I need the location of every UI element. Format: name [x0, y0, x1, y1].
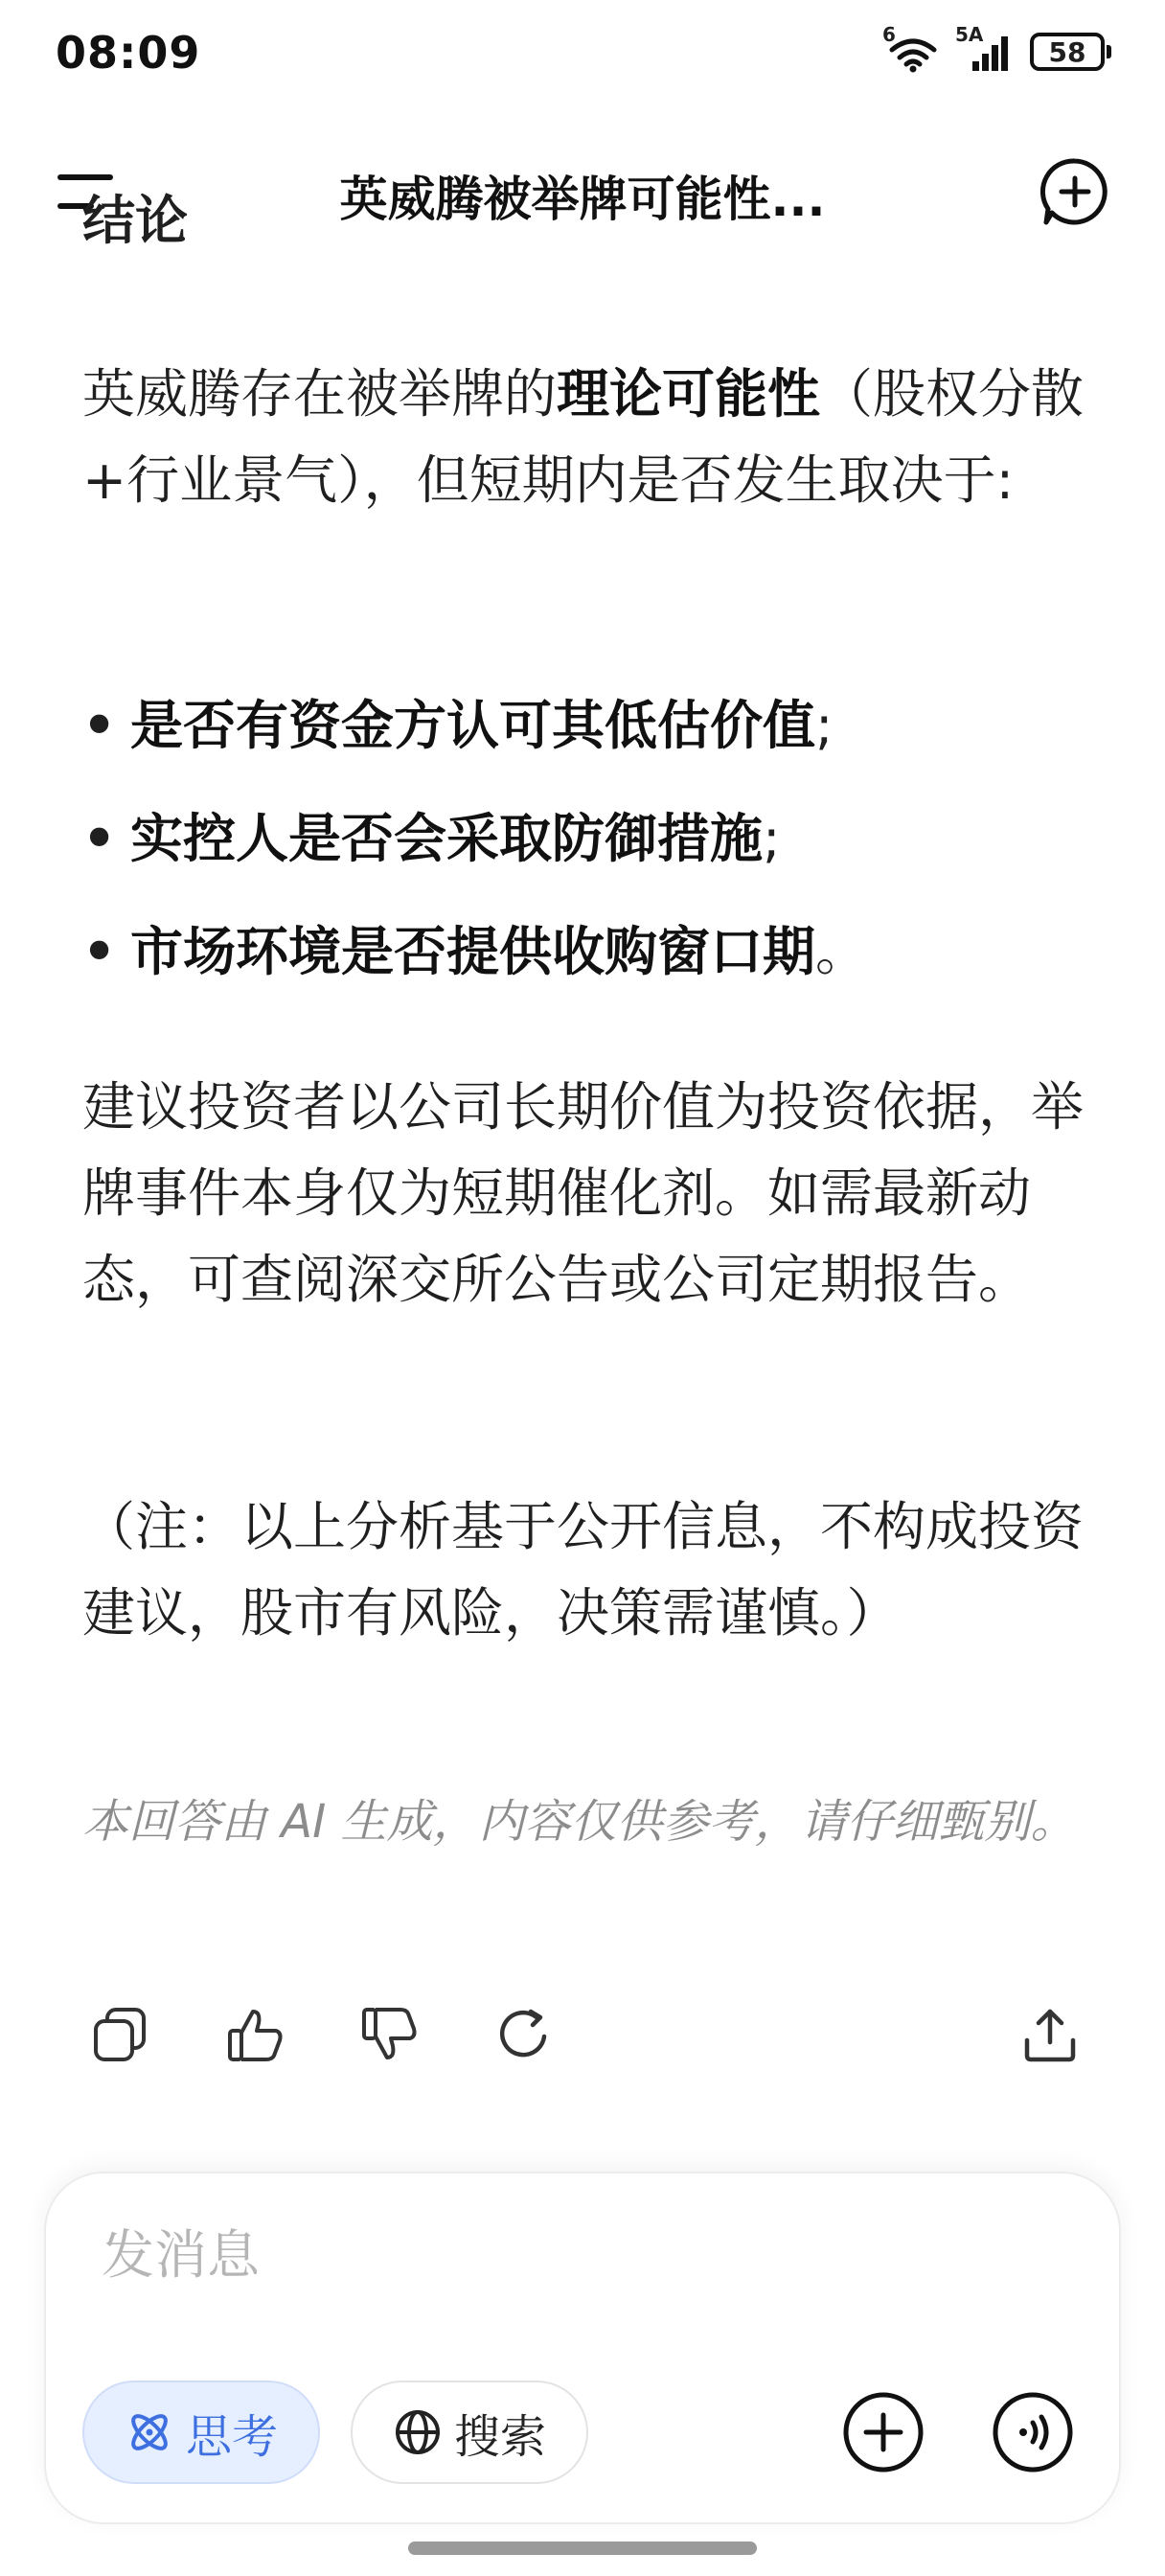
regenerate-icon[interactable]	[485, 1993, 561, 2076]
message-composer	[44, 2172, 1121, 2524]
bullet-tail: 。	[815, 921, 869, 982]
bullet-bold: 市场环境是否提供收购窗口期	[130, 921, 816, 982]
status-icons	[882, 23, 1111, 73]
ai-disclaimer: 本回答由 AI 生成，内容仅供参考，请仔细甄别。	[82, 1795, 1077, 1849]
bullet-tail: ;	[815, 695, 834, 756]
think-label: 思考	[185, 2409, 278, 2464]
new-chat-icon[interactable]	[1039, 155, 1111, 228]
copy-icon[interactable]	[82, 1993, 159, 2076]
bullet-list	[82, 682, 1088, 1022]
thumbs-down-icon[interactable]	[351, 1993, 427, 2076]
home-indicator[interactable]	[408, 2542, 757, 2555]
summary-bold: 理论可能性	[557, 363, 821, 425]
think-toggle[interactable]	[82, 2380, 320, 2484]
paragraph-note: （注：以上分析基于公开信息，不构成投资建议，股市有风险，决策需谨慎。）	[82, 1496, 1085, 1644]
atom-icon	[125, 2407, 174, 2457]
globe-icon	[393, 2407, 443, 2457]
add-attachment-icon[interactable]	[841, 2390, 925, 2474]
conversation-title[interactable]: 英威腾被举牌可能性...	[339, 172, 826, 227]
bullet-tail: ;	[763, 808, 781, 869]
list-item	[82, 682, 1088, 795]
message-actions	[0, 1993, 1165, 2080]
network-label: 5A	[955, 23, 984, 46]
paragraph-summary	[82, 351, 1088, 523]
share-icon[interactable]	[1012, 1993, 1088, 2076]
paragraph-advice: 建议投资者以公司长期价值为投资依据，举牌事件本身仅为短期催化剂。如需最新动态，可查阅深交所公告或公司定期报告。	[82, 1076, 1085, 1310]
voice-input-icon[interactable]	[991, 2390, 1075, 2474]
list-item	[82, 795, 1088, 908]
partial-heading	[82, 190, 370, 264]
battery-tip	[1107, 45, 1111, 58]
battery-level: 58	[1030, 33, 1105, 71]
thumbs-up-icon[interactable]	[217, 1993, 293, 2076]
search-label: 搜索	[453, 2409, 546, 2464]
summary-text-2: （股权分散+行业景气），但短期内是否发生取决于:	[82, 363, 1085, 511]
cellular-signal-icon	[955, 23, 1017, 73]
summary-text-1: 英威腾存在被举牌的	[82, 363, 558, 425]
search-toggle[interactable]	[351, 2380, 588, 2484]
wifi-icon	[882, 23, 942, 73]
status-bar	[0, 0, 1165, 115]
bullet-bold: 实控人是否会采取防御措施	[130, 808, 764, 869]
partial-heading-text: 结论	[82, 190, 189, 251]
list-item	[82, 908, 1088, 1022]
status-time: 08:09	[56, 27, 201, 79]
wifi-badge: 6	[882, 23, 896, 46]
message-input[interactable]	[100, 2216, 966, 2294]
bullet-bold: 是否有资金方认可其低估价值	[130, 695, 816, 756]
battery-icon	[1030, 33, 1111, 71]
